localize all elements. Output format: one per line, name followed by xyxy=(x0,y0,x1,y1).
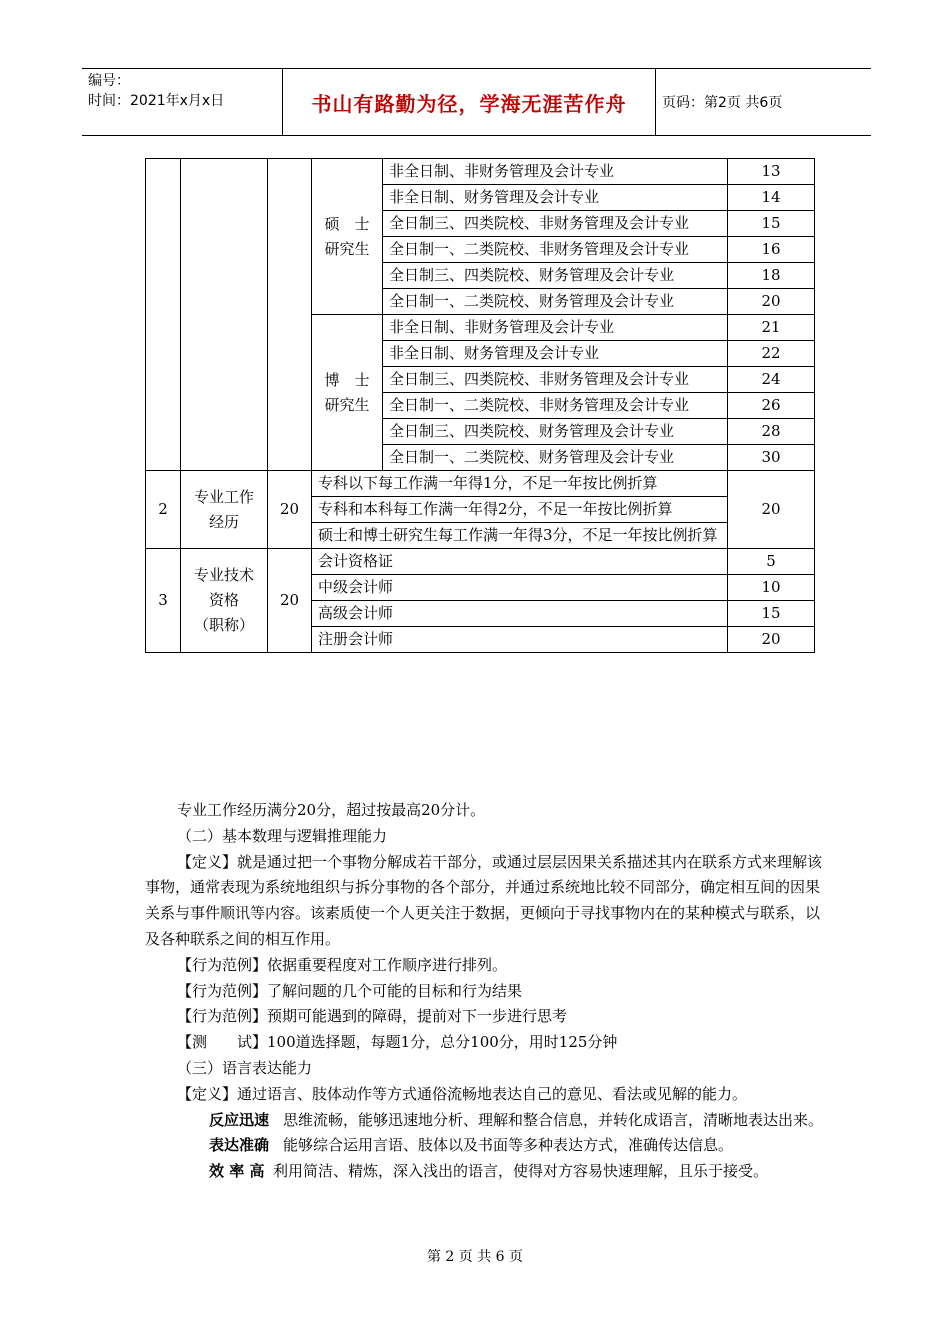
masters-score-3: 15 xyxy=(728,211,815,237)
qual-score-3: 15 xyxy=(728,601,815,627)
page-header xyxy=(82,68,871,136)
section-3-definition: 【定义】通过语言、肢体动作等方式通俗流畅地表达自己的意见、看法或见解的能力。 xyxy=(177,1084,748,1103)
doctor-desc-5: 全日制三、四类院校、财务管理及会计专业 xyxy=(383,419,728,445)
doctor-desc-4: 全日制一、二类院校、非财务管理及会计专业 xyxy=(383,393,728,419)
qual-name-2: 资格 xyxy=(208,591,239,609)
qual-score-4: 20 xyxy=(728,627,815,653)
work-name-1: 专业工作 xyxy=(193,487,254,506)
header-motto: 书山有路勤为径，学海无涯苦作舟 xyxy=(283,69,656,135)
section-2-example-3: 【行为范例】预期可能遇到的障碍，提前对下一步进行思考 xyxy=(177,1007,568,1026)
row-name-cell xyxy=(181,159,268,471)
body-text xyxy=(145,798,825,1185)
doctor-label-2: 研究生 xyxy=(324,395,370,414)
doctor-desc-1: 非全日制、非财务管理及会计专业 xyxy=(383,315,728,341)
doctor-label-cell xyxy=(312,315,383,471)
scoring-table xyxy=(145,158,815,653)
masters-score-5: 18 xyxy=(728,263,815,289)
section-2-title: （二）基本数理与逻辑推理能力 xyxy=(177,826,388,845)
masters-label-cell xyxy=(312,159,383,315)
masters-desc-1: 非全日制、非财务管理及会计专业 xyxy=(383,159,728,185)
masters-score-4: 16 xyxy=(728,237,815,263)
section-2-definition: 【定义】就是通过把一个事物分解成若干部分，或通过层层因果关系描述其内在联系方式来理解该事物，通常表现为系统地组织与拆分事物的各个部分，并通过系统地比较不同部分，确定相互间的因果关系与事件顺讯等内容。该素质使一个人更关注于数据，更倾向于寻找事物内在的某种模式与联系，以及各种联系之间的相互作用。 xyxy=(145,852,823,948)
table-row xyxy=(146,471,815,497)
work-desc-3: 硕士和博士研究生每工作满一年得3分，不足一年按比例折算 xyxy=(312,523,728,549)
doctor-desc-6: 全日制一、二类院校、财务管理及会计专业 xyxy=(383,445,728,471)
qual-desc-1: 会计资格证 xyxy=(312,549,728,575)
qual-desc-4: 注册会计师 xyxy=(312,627,728,653)
work-name-cell xyxy=(181,471,268,549)
item-quick-response-label: 反应迅速 xyxy=(209,1110,270,1129)
qual-no: 3 xyxy=(146,549,181,653)
code-label: 编号： xyxy=(88,73,130,89)
doctor-score-4: 26 xyxy=(728,393,815,419)
item-accurate-expression-text: 能够综合运用言语、肢体以及书面等多种表达方式，准确传达信息。 xyxy=(283,1136,734,1155)
header-page-label: 页码：第2页 共6页 xyxy=(662,95,783,111)
section-2-test: 【测 试】100道选择题，每题1分，总分100分，用时125分钟 xyxy=(177,1033,618,1052)
qual-score-2: 10 xyxy=(728,575,815,601)
doctor-score-3: 24 xyxy=(728,367,815,393)
masters-score-6: 20 xyxy=(728,289,815,315)
work-weight: 20 xyxy=(268,471,312,549)
work-no: 2 xyxy=(146,471,181,549)
masters-label-1: 硕 士 xyxy=(324,214,370,233)
section-2-example-2: 【行为范例】了解问题的几个可能的目标和行为结果 xyxy=(177,981,523,1000)
qual-name-1: 专业技术 xyxy=(193,566,254,584)
row-weight-cell xyxy=(268,159,312,471)
qual-desc-3: 高级会计师 xyxy=(312,601,728,627)
page-footer: 第 2 页 共 6 页 xyxy=(426,1249,524,1265)
qual-name-cell xyxy=(181,549,268,653)
masters-desc-5: 全日制三、四类院校、财务管理及会计专业 xyxy=(383,263,728,289)
time-label: 时间：2021年x月x日 xyxy=(88,93,225,109)
qual-score-1: 5 xyxy=(728,549,815,575)
work-desc-2: 专科和本科每工作满一年得2分，不足一年按比例折算 xyxy=(312,497,728,523)
doctor-score-1: 21 xyxy=(728,315,815,341)
doctor-desc-3: 全日制三、四类院校、非财务管理及会计专业 xyxy=(383,367,728,393)
work-note: 专业工作经历满分20分，超过按最高20分计。 xyxy=(177,801,486,819)
qual-weight: 20 xyxy=(268,549,312,653)
item-quick-response-text: 思维流畅，能够迅速地分析、理解和整合信息，并转化成语言，清晰地表达出来。 xyxy=(283,1110,824,1129)
item-accurate-expression-label: 表达准确 xyxy=(209,1136,270,1155)
masters-desc-2: 非全日制、财务管理及会计专业 xyxy=(383,185,728,211)
doctor-score-5: 28 xyxy=(728,419,815,445)
work-score: 20 xyxy=(728,471,815,549)
item-high-efficiency-label: 效 率 高 xyxy=(209,1162,265,1181)
table-row xyxy=(146,549,815,575)
section-2-example-1: 【行为范例】依据重要程度对工作顺序进行排列。 xyxy=(177,955,508,974)
masters-desc-6: 全日制一、二类院校、财务管理及会计专业 xyxy=(383,289,728,315)
masters-score-2: 14 xyxy=(728,185,815,211)
section-3-title: （三）语言表达能力 xyxy=(177,1058,313,1077)
table-row xyxy=(146,159,815,185)
work-name-2: 经历 xyxy=(208,512,239,531)
doctor-desc-2: 非全日制、财务管理及会计专业 xyxy=(383,341,728,367)
doctor-label-1: 博 士 xyxy=(324,370,370,389)
item-high-efficiency-text: 利用简洁、精炼，深入浅出的语言，使得对方容易快速理解，且乐于接受。 xyxy=(273,1162,769,1181)
row-no-cell xyxy=(146,159,181,471)
doctor-score-2: 22 xyxy=(728,341,815,367)
masters-score-1: 13 xyxy=(728,159,815,185)
masters-desc-4: 全日制一、二类院校、非财务管理及会计专业 xyxy=(383,237,728,263)
qual-name-3: （职称） xyxy=(193,616,254,634)
qual-desc-2: 中级会计师 xyxy=(312,575,728,601)
item-high-efficiency xyxy=(145,1159,825,1185)
masters-label-2: 研究生 xyxy=(324,239,370,258)
doctor-score-6: 30 xyxy=(728,445,815,471)
work-desc-1: 专科以下每工作满一年得1分，不足一年按比例折算 xyxy=(312,471,728,497)
item-quick-response xyxy=(145,1108,825,1134)
header-meta xyxy=(82,69,283,135)
masters-desc-3: 全日制三、四类院校、非财务管理及会计专业 xyxy=(383,211,728,237)
item-accurate-expression xyxy=(145,1133,825,1159)
